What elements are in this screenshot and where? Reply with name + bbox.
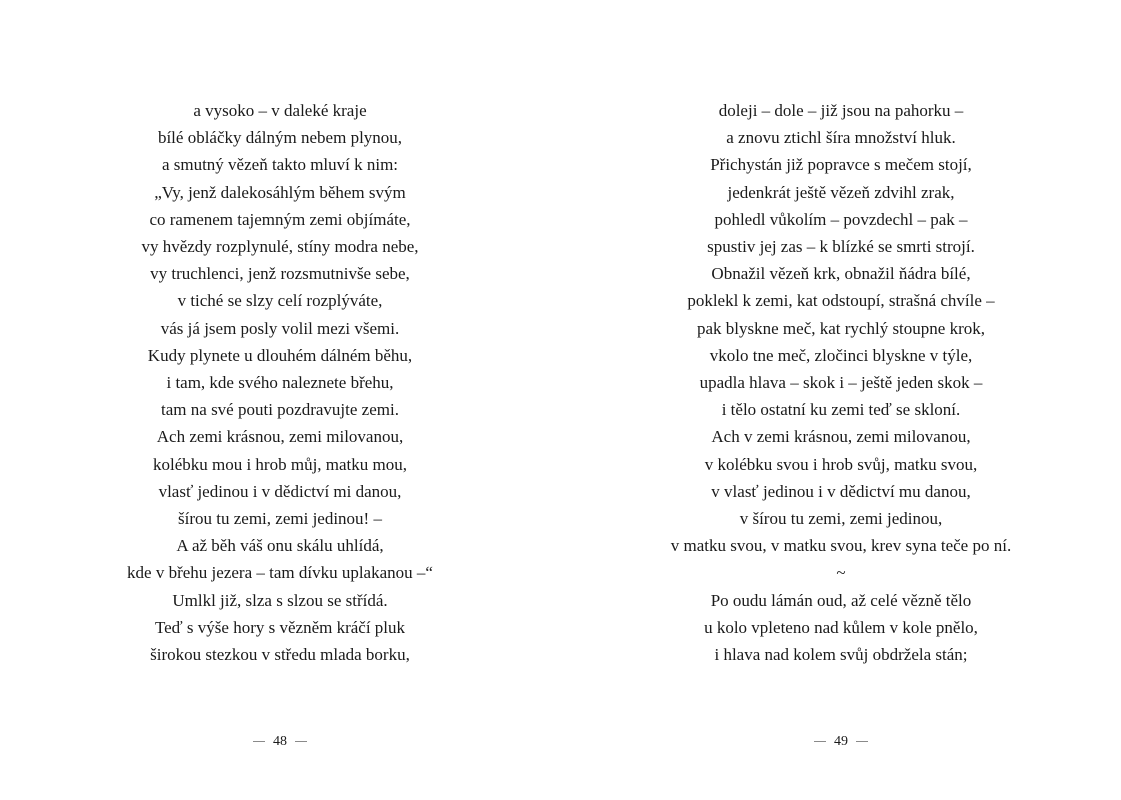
verse-line: pak blyskne meč, kat rychlý stoupne krok, bbox=[697, 318, 985, 338]
verse-line: i tam, kde svého naleznete břehu, bbox=[166, 373, 394, 393]
left-page bbox=[0, 0, 560, 800]
right-verse bbox=[561, 97, 1121, 668]
verse-line: širokou stezkou v středu mlada borku, bbox=[150, 645, 410, 665]
verse-line: Teď s výše hory s vězněm kráčí pluk bbox=[154, 617, 406, 637]
verse-line: v kolébku svou i hrob svůj, matku svou, bbox=[704, 454, 978, 474]
verse-line: Po oudu lámán oud, až celé vězně tělo bbox=[710, 590, 972, 610]
verse-line: vás já jsem posly volil mezi všemi. bbox=[160, 318, 400, 338]
verse-line: šírou tu zemi, zemi jedinou! – bbox=[178, 509, 382, 529]
verse-line: Přichystán již popravce s mečem stojí, bbox=[710, 155, 972, 175]
verse-line: u kolo vpleteno nad kůlem v kole pnělo, bbox=[704, 617, 978, 637]
verse-line: v šírou tu zemi, zemi jedinou, bbox=[739, 509, 943, 529]
verse-line: v tiché se slzy celí rozplýváte, bbox=[177, 291, 383, 311]
verse-line: kde v břehu jezera – tam dívku uplakanou –“ bbox=[127, 563, 433, 583]
verse-line: i tělo ostatní ku zemi teď se skloní. bbox=[721, 400, 961, 420]
verse-line: doleji – dole – již jsou na pahorku – bbox=[718, 101, 964, 120]
verse-line: vlasť jedinou i v dědictví mi danou, bbox=[158, 481, 402, 501]
verse-line: Umlkl již, slza s slzou se střídá. bbox=[172, 590, 388, 610]
section-ornament: ~ bbox=[836, 563, 846, 583]
verse-line: v matku svou, v matku svou, krev syna teče po ní. bbox=[670, 536, 1012, 556]
verse-line: co ramenem tajemným zemi objímáte, bbox=[149, 209, 411, 229]
right-page bbox=[561, 0, 1121, 800]
page-number-text: 49 bbox=[834, 734, 848, 749]
verse-line: vkolo tne meč, zločinci blyskne v týle, bbox=[709, 345, 973, 365]
page-number-right bbox=[561, 734, 1121, 750]
verse-line: tam na své pouti pozdravujte zemi. bbox=[161, 400, 399, 420]
verse-line: „Vy, jenž dalekosáhlým během svým bbox=[154, 182, 406, 202]
verse-line: upadla hlava – skok i – ještě jeden skok – bbox=[699, 373, 983, 393]
verse-line: a vysoko – v daleké kraje bbox=[193, 101, 367, 120]
verse-line: v vlasť jedinou i v dědictví mu danou, bbox=[711, 481, 971, 501]
verse-line: i hlava nad kolem svůj obdržela stán; bbox=[714, 645, 968, 665]
verse-line: A až běh váš onu skálu uhlídá, bbox=[176, 536, 384, 556]
verse-line: vy truchlenci, jenž rozsmutnivše sebe, bbox=[150, 264, 410, 284]
verse-line: poklekl k zemi, kat odstoupí, strašná chvíle – bbox=[687, 291, 995, 311]
verse-line: bílé obláčky dálným nebem plynou, bbox=[157, 128, 403, 148]
verse-line: Obnažil vězeň krk, obnažil ňádra bílé, bbox=[711, 264, 971, 284]
left-verse bbox=[0, 97, 560, 668]
verse-line: Ach v zemi krásnou, zemi milovanou, bbox=[711, 427, 971, 447]
page-number-left bbox=[0, 734, 560, 750]
verse-line: Kudy plynete u dlouhém dálném běhu, bbox=[147, 345, 413, 365]
folio-dash bbox=[814, 741, 826, 742]
verse-line: spustiv jej zas – k blízké se smrti strojí. bbox=[707, 237, 975, 257]
verse-line: vy hvězdy rozplynulé, stíny modra nebe, bbox=[141, 237, 419, 257]
folio-dash bbox=[856, 741, 868, 742]
verse-line: pohledl vůkolím – povzdechl – pak – bbox=[714, 209, 968, 229]
verse-line: jedenkrát ještě vězeň zdvihl zrak, bbox=[727, 182, 955, 202]
page-number-text: 48 bbox=[273, 734, 287, 749]
verse-line: kolébku mou i hrob můj, matku mou, bbox=[152, 454, 408, 474]
verse-line: Ach zemi krásnou, zemi milovanou, bbox=[156, 427, 404, 447]
verse-line: a znovu ztichl šíra množství hluk. bbox=[726, 128, 956, 148]
folio-dash bbox=[253, 741, 265, 742]
verse-line: a smutný vězeň takto mluví k nim: bbox=[161, 155, 399, 175]
folio-dash bbox=[295, 741, 307, 742]
